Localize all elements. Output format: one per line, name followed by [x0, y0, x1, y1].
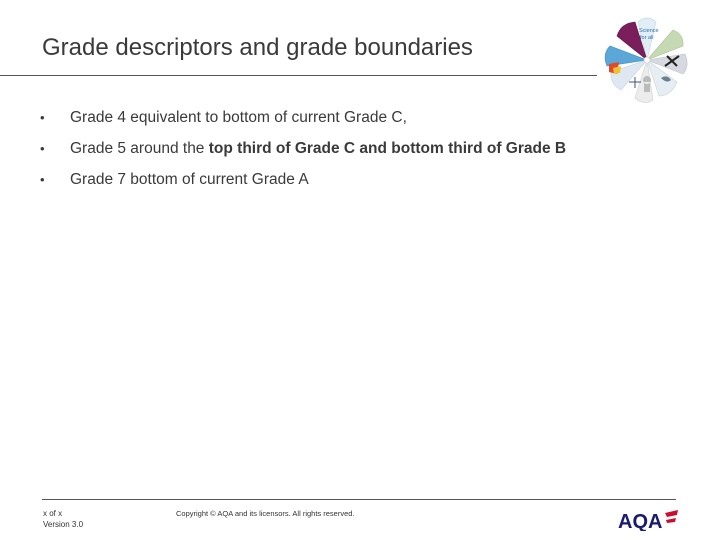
logo-wheel-text-line2: for all — [640, 35, 654, 41]
bullet-text: Grade 7 bottom of current Grade A — [70, 171, 309, 188]
page-marker: x of x — [43, 509, 63, 518]
bullet-marker: • — [40, 172, 45, 187]
logo-wheel-text-line1: Science — [639, 28, 659, 34]
footer-divider — [42, 499, 676, 500]
copyright-notice: Copyright © AQA and its licensors. All rights reserved. — [176, 509, 355, 518]
slide-title: Grade descriptors and grade boundaries — [42, 34, 473, 61]
footer-page-info — [43, 508, 83, 530]
aqa-logo — [618, 509, 682, 531]
bullet-text-bold: top third of Grade C and bottom third of Grade B — [208, 140, 567, 157]
bullet-text: Grade 4 equivalent to bottom of current Grade C, — [70, 109, 407, 126]
wheel-hub — [644, 57, 650, 63]
astronaut-icon — [643, 76, 651, 92]
bullet-marker: • — [40, 110, 45, 125]
aqa-swoosh-icon — [665, 510, 678, 517]
version-label: Version 3.0 — [43, 520, 84, 529]
aqa-swoosh-icon-2 — [666, 518, 676, 523]
aqa-logo-text: AQA — [618, 511, 663, 531]
bullet-text — [70, 139, 566, 159]
title-divider — [0, 75, 597, 76]
bullet-marker: • — [40, 141, 45, 156]
science-for-all-wheel-icon — [594, 14, 700, 106]
bullet-text-prefix: Grade 5 around the — [70, 140, 209, 157]
